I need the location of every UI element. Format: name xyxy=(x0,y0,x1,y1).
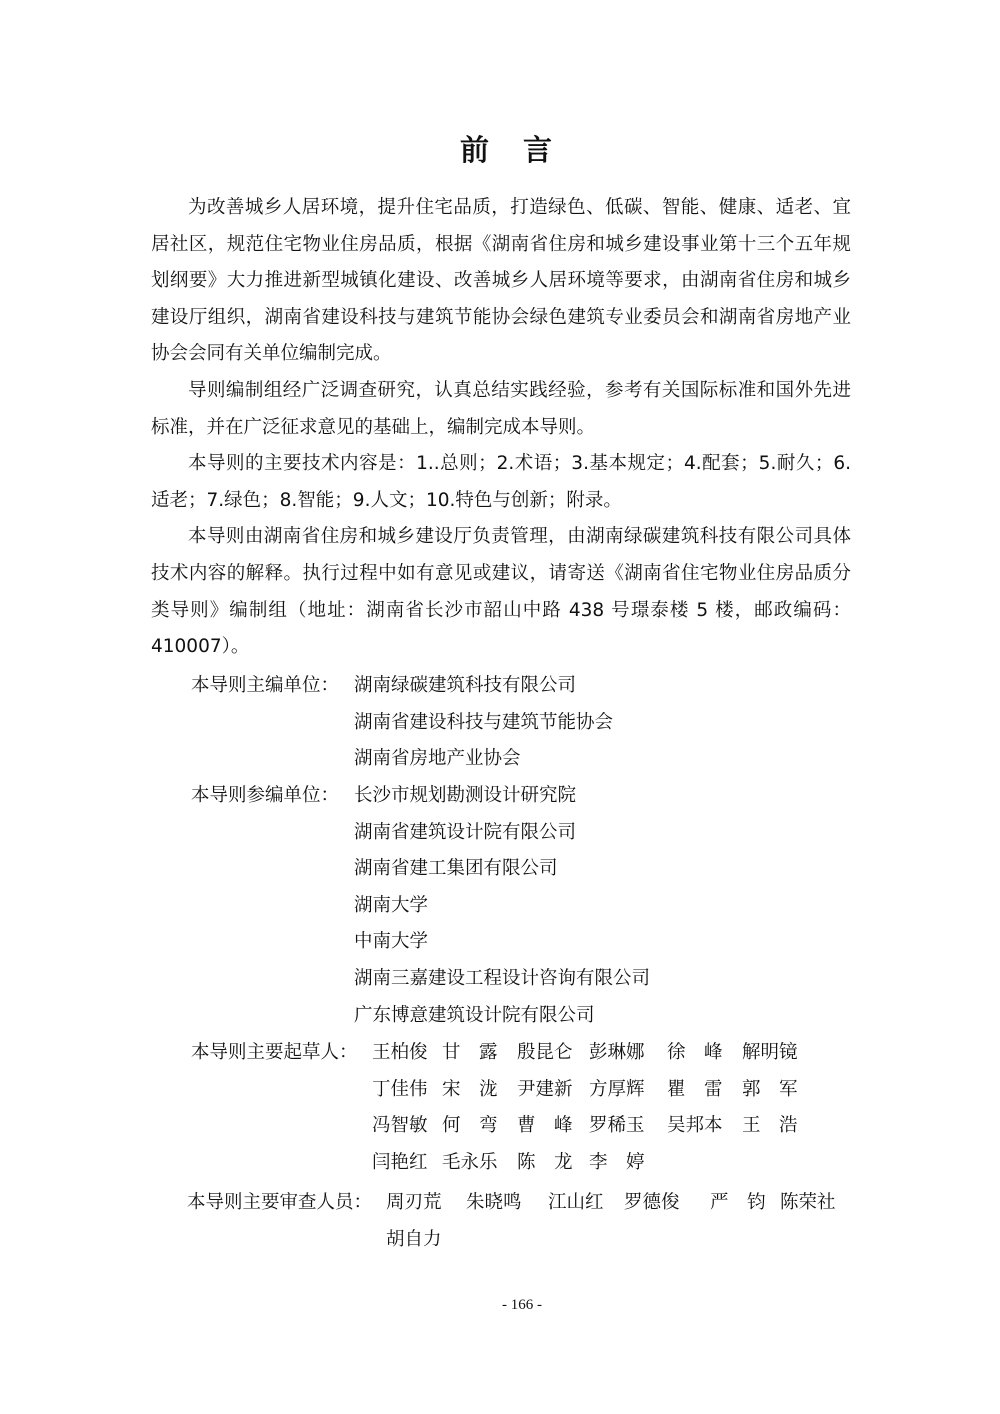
preface-body xyxy=(151,190,851,666)
list-item: 广东博意建筑设计院有限公司 xyxy=(354,1004,595,1026)
list-item: 湖南大学 xyxy=(354,894,429,916)
drafter-name: 郭 军 xyxy=(742,1078,798,1100)
drafter-name: 甘 露 xyxy=(442,1042,498,1063)
drafters-row xyxy=(372,1072,812,1109)
list-item: 湖南省建筑设计院有限公司 xyxy=(354,821,577,843)
drafter-name: 方厚辉 xyxy=(589,1078,645,1100)
paragraph-management: 本导则由湖南省住房和城乡建设厅负责管理，由湖南绿碳建筑科技有限公司具体技术内容的解释。执行过程中如有意见或建议，请寄送《湖南省住宅物业住房品质分类导则》编制组（地址：湖南省长沙市韶山中路 438 号璟泰楼 5 楼，邮政编码：410007）。 xyxy=(151,526,851,658)
drafter-name: 瞿 雷 xyxy=(667,1078,723,1100)
list-item: 湖南三嘉建设工程设计咨询有限公司 xyxy=(354,967,651,989)
paragraph-contents: 本导则的主要技术内容是：1..总则；2.术语；3.基本规定；4.配套；5.耐久；6.适老；7.绿色；8.智能；9.人文；10.特色与创新；附录。 xyxy=(151,453,851,511)
reviewer-name: 江山红 xyxy=(548,1192,604,1213)
reviewers-label: 本导则主要审查人员： xyxy=(187,1192,373,1213)
drafter-name: 冯智敏 xyxy=(372,1115,428,1137)
list-item: 湖南省房地产业协会 xyxy=(354,748,521,770)
reviewer-name: 罗德俊 xyxy=(624,1192,680,1213)
drafter-name: 陈 龙 xyxy=(517,1151,573,1173)
drafter-name: 尹建新 xyxy=(517,1078,573,1100)
participating-units-label: 本导则参编单位： xyxy=(191,785,340,806)
drafter-name: 吴邦本 xyxy=(667,1115,723,1137)
reviewers-grid xyxy=(386,1185,850,1258)
drafter-name: 丁佳伟 xyxy=(372,1078,428,1100)
reviewer-name: 胡自力 xyxy=(386,1228,442,1250)
list-item: 湖南省建工集团有限公司 xyxy=(354,858,558,880)
drafter-name: 罗稀玉 xyxy=(589,1115,645,1137)
drafter-name: 解明镜 xyxy=(742,1042,798,1063)
reviewer-name: 朱晓鸣 xyxy=(466,1192,522,1213)
page-number: - 166 - xyxy=(502,1297,542,1313)
drafter-name: 彭琳娜 xyxy=(589,1042,645,1063)
drafter-name: 徐 峰 xyxy=(667,1042,723,1063)
list-item: 湖南绿碳建筑科技有限公司 xyxy=(354,675,577,696)
reviewer-name: 陈荣社 xyxy=(780,1192,836,1213)
drafter-name: 宋 泷 xyxy=(442,1078,498,1100)
drafter-name: 毛永乐 xyxy=(442,1151,498,1173)
reviewers-row xyxy=(386,1222,850,1259)
list-item: 中南大学 xyxy=(354,931,429,953)
reviewer-name: 周刃荒 xyxy=(386,1192,442,1213)
list-item: 长沙市规划勘测设计研究院 xyxy=(354,785,577,806)
drafters-row xyxy=(372,1145,812,1182)
drafters-row xyxy=(372,1035,812,1072)
drafter-name: 殷昆仑 xyxy=(517,1042,573,1063)
drafter-name: 李 婷 xyxy=(589,1151,645,1173)
paragraph-background: 为改善城乡人居环境，提升住宅品质，打造绿色、低碳、智能、健康、适老、宜居社区，规范住宅物业住房品质，根据《湖南省住房和城乡建设事业第十三个五年规划纲要》大力推进新型城镇化建设、改善城乡人居环境等要求，由湖南省住房和城乡建设厅组织，湖南省建设科技与建筑节能协会绿色建筑专业委员会和湖南省房地产业协会会同有关单位编制完成。 xyxy=(151,197,851,365)
chief-units-label: 本导则主编单位： xyxy=(191,675,340,696)
drafter-name: 闫艳红 xyxy=(372,1151,428,1173)
list-item: 湖南省建设科技与建筑节能协会 xyxy=(354,711,614,733)
drafter-name: 曹 峰 xyxy=(517,1115,573,1137)
drafter-name: 何 弯 xyxy=(442,1115,498,1137)
drafter-name: 王柏俊 xyxy=(372,1042,428,1063)
drafters-row xyxy=(372,1108,812,1145)
drafters-label: 本导则主要起草人： xyxy=(191,1042,358,1063)
page-title: 前 言 xyxy=(459,133,565,167)
drafter-name: 王 浩 xyxy=(742,1115,798,1137)
drafters-grid xyxy=(372,1035,812,1181)
reviewer-name: 严 钧 xyxy=(710,1192,766,1213)
participating-units-list xyxy=(354,778,650,1034)
paragraph-process: 导则编制组经广泛调查研究，认真总结实践经验，参考有关国际标准和国外先进标准，并在广泛征求意见的基础上，编制完成本导则。 xyxy=(151,379,851,438)
chief-units-list xyxy=(354,668,613,778)
reviewers-row xyxy=(386,1185,850,1222)
